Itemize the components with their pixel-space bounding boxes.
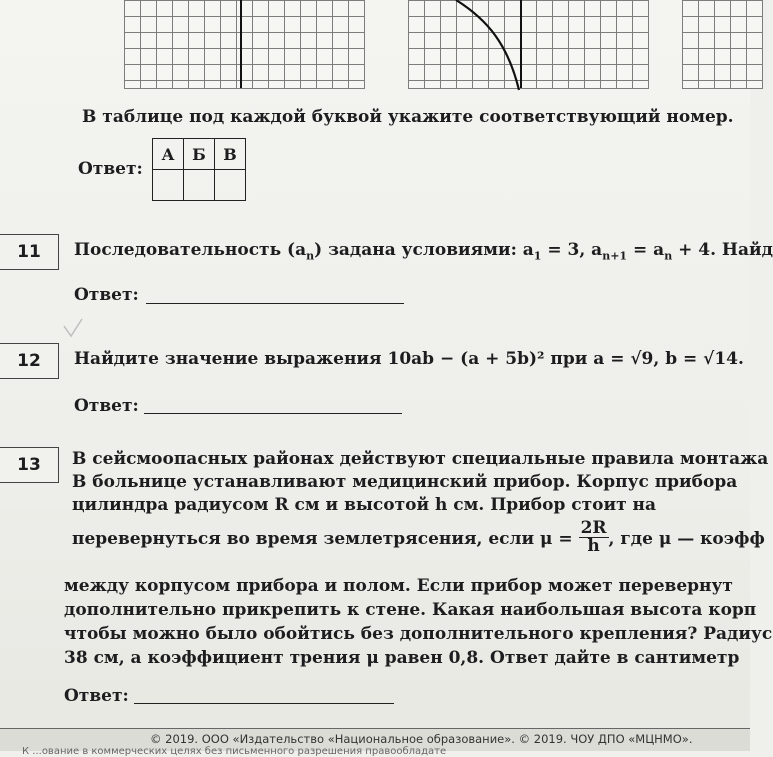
task11-answer-line[interactable] [146,303,404,304]
task11-tail: + 4. Найд [672,240,773,260]
graph-2-curve [408,0,648,90]
task11-a1-eq: = 3, a [541,240,603,260]
page-footer [0,728,750,757]
task12-statement: Найдите значение выражения 10ab − (a + 5b)² при a = √9, b = √14. [74,349,744,369]
task10-answer-table [152,138,246,201]
task10-instruction: В таблице под каждой буквой укажите соответствующий номер. [82,107,734,127]
task13-line-2: В больнице устанавливают медицинский прибор. Корпус прибора [72,472,738,492]
task13-line-4-end: , где μ — коэфф [608,529,765,549]
pencil-tick-mark-icon [62,318,84,338]
task13-line-3: цилиндра радиусом R см и высотой h см. Прибор стоит на [72,495,657,515]
task11-text-rest: ) задана условиями: a [314,240,534,260]
footer-copyright: © 2019. ООО «Издательство «Национальное образование». © 2019. ЧОУ ДПО «МЦНМО». [150,732,693,746]
answer-cell-a[interactable] [153,170,184,201]
task12-answer-label: Ответ: [74,396,139,416]
task12-answer-line[interactable] [144,413,402,414]
task13-answer-label: Ответ: [64,686,129,706]
task13-line-4-start: перевернуться во время землетрясения, если μ = [72,529,573,549]
task13-line-4 [72,518,765,557]
answer-cell-b[interactable] [184,170,215,201]
task12-number: 12 [0,343,59,379]
task11-text: Последовательность (a [74,240,307,260]
fraction-denominator: h [587,536,600,556]
graph-3 [682,0,763,89]
task13-number: 13 [0,447,59,483]
task10-answer-label: Ответ: [78,159,143,179]
task11-number: 11 [0,234,59,270]
answer-table-header-v: В [215,139,246,170]
graph-1 [124,0,365,89]
task13-line-5: между корпусом прибора и полом. Если прибор может перевернут [64,576,733,596]
task11-subscript-n1: n+1 [602,249,628,263]
task13-line-8: 38 см, а коэффициент трения μ равен 0,8. Ответ дайте в сантиметр [64,648,740,668]
answer-cell-v[interactable] [215,170,246,201]
answer-table-header-a: А [153,139,184,170]
task13-line-1: В сейсмоопасных районах действуют специальные правила монтажа [72,449,769,469]
task11-answer-label: Ответ: [74,285,139,305]
task11-subscript-an: n [664,249,673,263]
answer-table-header-b: Б [184,139,215,170]
task13-line-7: чтобы можно было обойтись без дополнительного крепления? Радиус [64,624,773,644]
task11-an-eq: = a [627,240,665,260]
friction-formula-fraction [579,520,609,555]
fraction-numerator: 2R [580,518,607,538]
task11-subscript-n: n [306,249,315,263]
graph-1-y-axis [240,0,242,88]
task13-answer-line[interactable] [134,703,394,704]
task11-statement [74,240,773,262]
task11-subscript-1: 1 [533,249,542,263]
task13-line-6: дополнительно прикрепить к стене. Какая наибольшая высота корп [64,600,757,620]
footer-notice: К ...ование в коммерческих целях без письменного разрешения правообладате [22,746,447,757]
